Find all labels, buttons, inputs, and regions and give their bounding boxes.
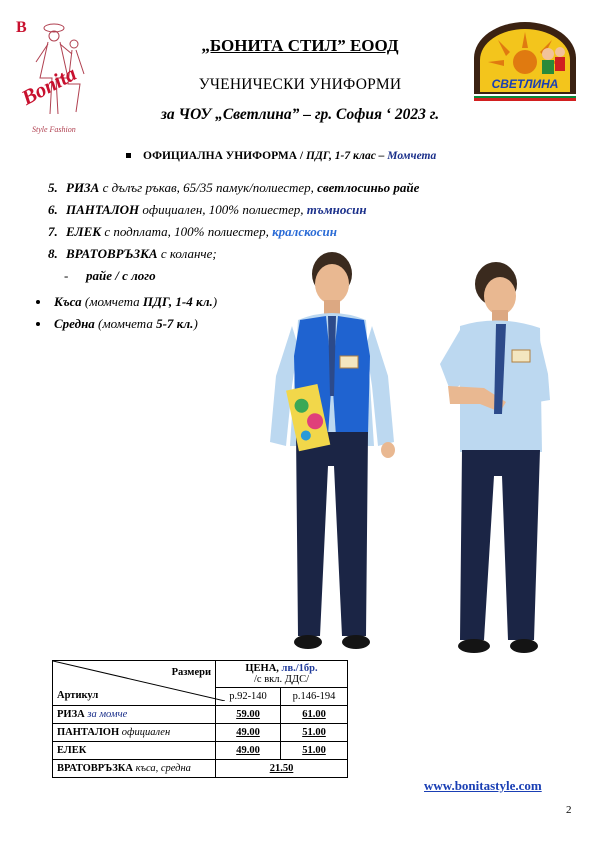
header-article: Артикул [57, 690, 99, 701]
table-header-row [53, 661, 348, 688]
dot-bullet-icon [36, 322, 40, 326]
row-article [53, 760, 216, 778]
section-title-bold: ОФИЦИАЛНА УНИФОРМА / [143, 150, 304, 162]
article-note: къса, средна [132, 763, 191, 774]
size-name: Средна [54, 316, 95, 331]
size-text-end: ) [212, 294, 218, 309]
header-sizes: Размери [171, 667, 211, 678]
svg-text:Style Fashion: Style Fashion [32, 125, 76, 134]
table-row [53, 742, 348, 760]
section-title-gender: Момчета [387, 150, 437, 162]
size-range-2: р.146-194 [281, 688, 348, 706]
square-bullet-icon [126, 153, 131, 158]
price-cell: 51.00 [302, 727, 326, 738]
price-cell: 51.00 [302, 745, 326, 756]
svg-text:B: B [16, 19, 27, 36]
tie-detail [64, 268, 156, 284]
website-link[interactable]: www.bonitastyle.com [424, 778, 542, 793]
price-unit: лв./1бр. [281, 663, 318, 674]
svg-text:СВЕТЛИНА: СВЕТЛИНА [491, 77, 559, 91]
school-subheading: за ЧОУ „Светлина” – гр. София ‘ 2023 г. [160, 106, 440, 123]
size-grades: 5-7 кл. [156, 316, 194, 331]
size-text: (момчета [81, 294, 143, 309]
list-item [48, 202, 367, 218]
page-number: 2 [566, 804, 572, 816]
item-number: 8. [48, 246, 58, 261]
article-name: ПАНТАЛОН [57, 727, 120, 738]
price-label: ЦЕНА, [245, 663, 282, 674]
article-name: ЕЛЕК [57, 745, 87, 756]
price-table [52, 660, 348, 778]
boy-in-vest-photo [262, 246, 402, 660]
item-number: 7. [48, 224, 58, 239]
item-desc: с подплата, 100% полиестер, [101, 224, 273, 239]
row-article [53, 724, 216, 742]
size-range-1: р.92-140 [216, 688, 281, 706]
item-desc: с коланче; [157, 246, 217, 261]
item-desc: официален, 100% полиестер, [139, 202, 307, 217]
item-name: ВРАТОВРЪЗКА [66, 246, 158, 261]
table-row [53, 706, 348, 724]
tie-detail-text: райе / с лого [86, 268, 156, 283]
item-accent: кралскосин [272, 224, 337, 239]
header-diagonal-cell [53, 661, 216, 706]
company-name: „БОНИТА СТИЛ” ЕООД [201, 36, 399, 55]
price-vat: /с вкл. ДДС/ [254, 674, 309, 685]
price-cell: 59.00 [236, 709, 260, 720]
size-option [36, 316, 198, 332]
item-name: ЕЛЕК [66, 224, 102, 239]
svg-text:Bonita: Bonita [17, 61, 81, 110]
row-article [53, 742, 216, 760]
section-title-italic: ПДГ, 1-7 клас – [303, 150, 388, 162]
table-row [53, 760, 348, 778]
page-heading: УЧЕНИЧЕСКИ УНИФОРМИ [198, 76, 402, 93]
article-name: РИЗА [57, 709, 85, 720]
size-text-end: ) [193, 316, 198, 331]
price-cell: 21.50 [269, 763, 294, 774]
list-item [48, 246, 217, 262]
price-cell: 49.00 [236, 727, 260, 738]
item-accent: светлосиньо райе [317, 180, 420, 195]
size-text: (момчета [94, 316, 157, 331]
article-note: официален [119, 727, 171, 738]
row-article [53, 706, 216, 724]
section-title [126, 150, 436, 162]
item-name: ПАНТАЛОН [66, 202, 140, 217]
article-note: за момче [84, 709, 128, 720]
table-row [53, 724, 348, 742]
size-grades: ПДГ, 1-4 кл. [142, 294, 213, 309]
list-item [48, 224, 337, 240]
header-price [216, 661, 348, 688]
list-item [48, 180, 419, 196]
dash-bullet: - [64, 268, 69, 283]
price-cell: 61.00 [302, 709, 326, 720]
item-name: РИЗА [66, 180, 100, 195]
item-accent: тъмносин [306, 202, 367, 217]
item-desc: с дълъг ръкав, 65/35 памук/полиестер, [99, 180, 318, 195]
size-option [36, 294, 217, 310]
dot-bullet-icon [36, 300, 40, 304]
size-name: Къса [54, 294, 82, 309]
item-number: 6. [48, 202, 58, 217]
item-number: 5. [48, 180, 58, 195]
boy-in-shirt-photo [422, 254, 556, 658]
price-cell: 49.00 [236, 745, 260, 756]
article-name: ВРАТОВРЪЗКА [57, 763, 133, 774]
